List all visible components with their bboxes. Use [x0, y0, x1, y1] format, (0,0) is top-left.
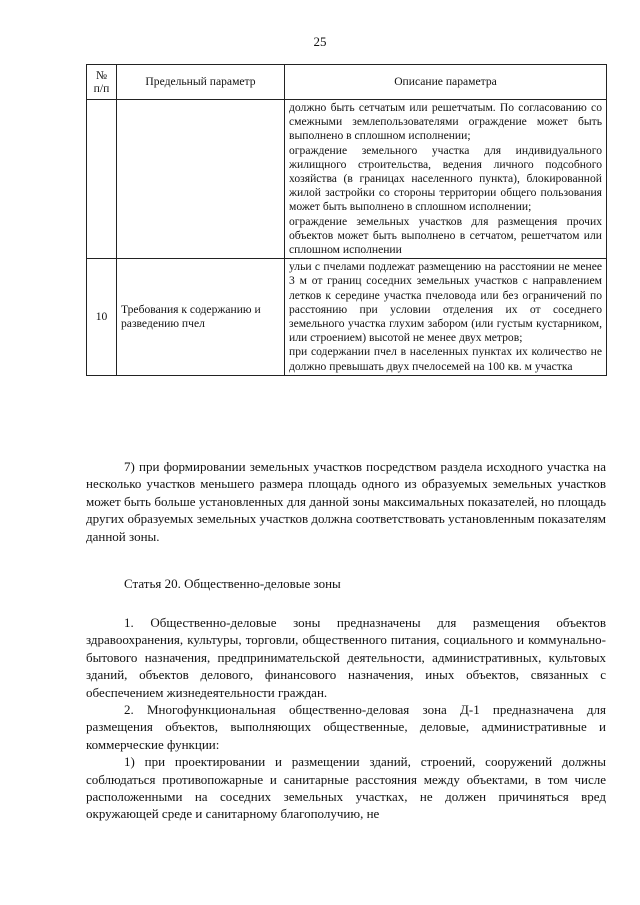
- description-line: ограждение земельных участков для размещения прочих объектов может быть выполнено в сетчатом, решетчатом или сплошном исполнении: [289, 214, 602, 257]
- parameters-table: [86, 64, 607, 376]
- description-line: должно быть сетчатым или решетчатым. По согласованию со смежными землепользователями ограждение может быть выполнено в сплошном исполнении;: [289, 101, 602, 143]
- paragraph: 1) при проектировании и размещении зданий, строений, сооружений должны соблюдаться противопожарные и санитарные расстояния между объектами, в том числе расположенными на соседних земельных участках, не должен причиняться вред окружающей среде и санитарному благополучию, не: [86, 754, 606, 822]
- header-parameter: Предельный параметр: [117, 65, 285, 100]
- article-body: [86, 614, 606, 823]
- row-description: [285, 259, 607, 376]
- paragraph: 2. Многофункциональная общественно-деловая зона Д-1 предназначена для размещения объектов, выполняющих общественные, деловые, административные и коммерческие функции:: [86, 702, 606, 752]
- table-header-row: [87, 65, 607, 100]
- row-number: 10: [87, 259, 117, 376]
- article-heading: Статья 20. Общественно-деловые зоны: [124, 576, 341, 591]
- row-parameter: Требования к содержанию и разведению пчел: [117, 259, 285, 376]
- description-line: ограждение земельного участка для индивидуального жилищного строительства, ведения личного подсобного хозяйства (в границах населенного пункта), блокированной жилой застройки со стороны территории общего пользования может быть выполнено в сплошном исполнении;: [289, 143, 602, 214]
- paragraph: 1. Общественно-деловые зоны предназначены для размещения объектов здравоохранения, культуры, торговли, общественного питания, социального и коммунально-бытового назначения, предпринимательской деятельности, административных, культовых зданий, объектов делового, финансового назначения, иных объектов, связанных с обеспечением жизнедеятельности граждан.: [86, 615, 606, 700]
- description-line: ульи с пчелами подлежат размещению на расстоянии не менее 3 м от границ соседних земельных участков с направлением летков к середине участка пчеловода или без ограничений по расстоянию при условии отделения их от соседнего земельного участка глухим забором (или густым кустарником, или строением) высотой не менее двух метров;: [289, 260, 602, 345]
- row-description: [285, 100, 607, 259]
- table-row: [87, 100, 607, 259]
- row-number: [87, 100, 117, 259]
- row-parameter: [117, 100, 285, 259]
- page-number: 25: [313, 34, 327, 49]
- header-number: № п/п: [87, 65, 117, 100]
- paragraph-7-block: [86, 458, 606, 545]
- description-line: при содержании пчел в населенных пунктах их количество не должно превышать двух пчелосемей на 100 кв. м участка: [289, 345, 602, 373]
- header-description: Описание параметра: [285, 65, 607, 100]
- table-row: [87, 259, 607, 376]
- paragraph-7: 7) при формировании земельных участков посредством раздела исходного участка на несколько участков меньшего размера площадь одного из образуемых земельных участков может быть больше установленных для данной зоны максимальных показателей, но площадь других образуемых земельных участков должна соответствовать установленным показателям данной зоны.: [86, 459, 606, 544]
